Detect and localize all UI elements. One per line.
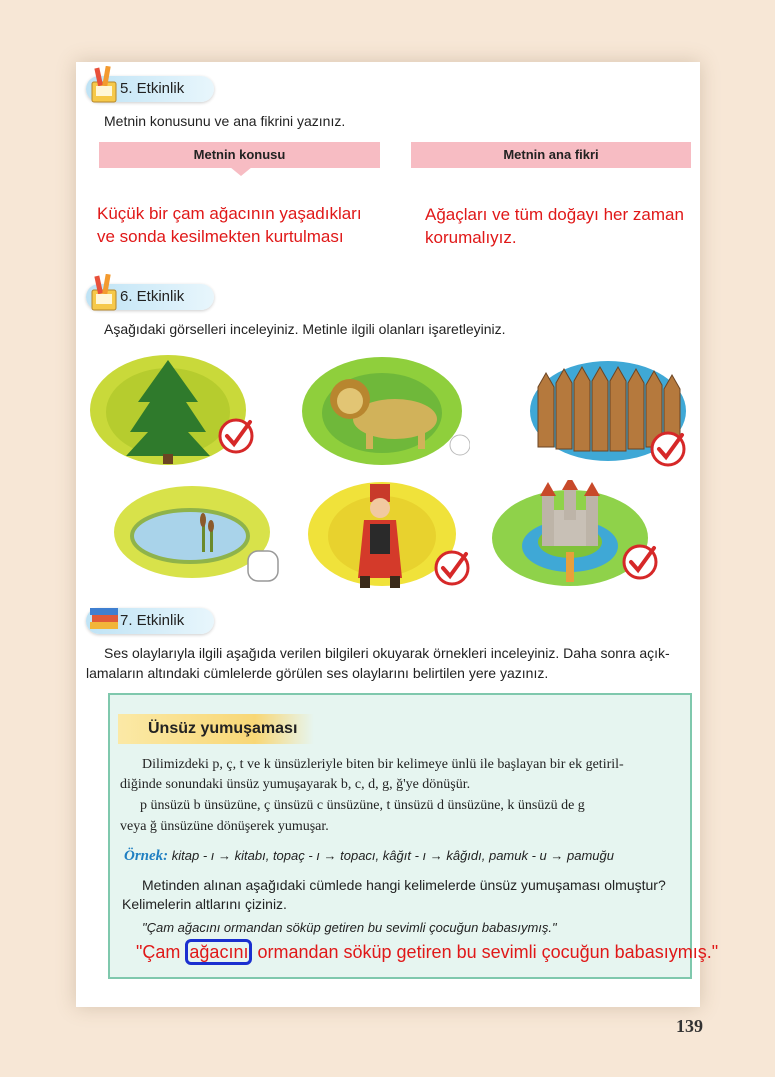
lion-image[interactable] — [300, 355, 470, 467]
topic-answer — [97, 202, 362, 248]
activity6-instruction: Aşağıdaki görselleri inceleyiniz. Metinle ilgili olanları işaretleyiniz. — [104, 321, 506, 337]
page-number: 139 — [676, 1016, 703, 1036]
activity7-title: 7. Etkinlik — [120, 612, 185, 629]
main-idea-answer-line1: Ağaçları ve tüm doğayı her zaman — [425, 205, 684, 224]
books-icon — [88, 598, 122, 634]
checkmark-icon — [624, 546, 656, 578]
question-line1: Metinden alınan aşağıdaki cümlede hangi kelimelerde ünsüz yumuşaması olmuştur? — [142, 877, 666, 893]
answer-before: "Çam — [136, 942, 186, 962]
checkmark-icon — [436, 552, 468, 584]
activity5-instruction: Metnin konusunu ve ana fikrini yazınız. — [104, 113, 346, 129]
castle-image[interactable] — [490, 480, 665, 590]
example-label: Örnek: — [124, 848, 169, 864]
activity6-title: 6. Etkinlik — [120, 288, 185, 305]
empty-checkbox[interactable] — [248, 551, 278, 581]
main-idea-answer-line2: korumalıyız. — [425, 228, 517, 247]
rule-line4: veya ğ ünsüzüne dönüşerek yumuşar. — [120, 819, 329, 834]
rule-box-title: Ünsüz yumuşaması — [118, 714, 314, 744]
pencil-cup-icon — [88, 66, 122, 104]
topic-answer-line1: Küçük bir çam ağacının yaşadıkları — [97, 204, 362, 223]
warrior-image[interactable] — [304, 478, 476, 592]
pine-tree-image[interactable] — [88, 352, 258, 470]
activity5-title: 5. Etkinlik — [120, 80, 185, 97]
rule-line3: p ünsüzü b ünsüzüne, ç ünsüzü c ünsüzüne, t ünsüzü d ünsüzüne, k ünsüzü de g — [140, 798, 585, 813]
activity7-instruction-line1: Ses olaylarıyla ilgili aşağıda verilen bilgileri okuyarak örnekleri inceleyiniz. Daha sonra açık- — [104, 645, 670, 661]
activity7-instruction-line2: lamaların altındaki cümlelerde görülen ses olaylarını belirtilen yere yazınız. — [86, 665, 549, 681]
header-pointer — [230, 167, 252, 177]
rule-line2: diğinde sonundaki ünsüz yumuşayarak b, c, d, g, ğ'ye dönüşür. — [120, 777, 471, 792]
rule-line1: Dilimizdeki p, ç, t ve k ünsüzleriyle biten bir kelimeye ünlü ile başlayan bir ek getiril- — [142, 757, 624, 772]
palisade-image[interactable] — [530, 357, 690, 469]
main-idea-answer — [425, 203, 684, 249]
checkmark-icon — [220, 420, 252, 452]
activity6-banner — [86, 284, 214, 310]
question-line2: Kelimelerin altlarını çiziniz. — [122, 896, 287, 912]
pond-image[interactable] — [112, 482, 284, 582]
topic-header: Metnin konusu — [99, 142, 380, 168]
highlighted-word: ağacını — [185, 939, 252, 965]
checkmark-icon — [652, 433, 684, 465]
example-sentence: "Çam ağacını ormandan söküp getiren bu sevimli çocuğun babasıymış." — [142, 920, 557, 935]
topic-answer-line2: ve sonda kesilmekten kurtulması — [97, 227, 344, 246]
answer-after: ormandan söküp getiren bu sevimli çocuğun babasıymış." — [252, 942, 719, 962]
pencil-cup-icon — [88, 274, 122, 312]
answer-sentence — [136, 942, 718, 963]
example-text: kitap - ı → kitabı, topaç - ı → topacı, kâğıt - ı → kâğıdı, pamuk - u → pamuğu — [171, 848, 614, 863]
activity5-banner — [86, 76, 214, 102]
empty-checkbox[interactable] — [450, 435, 470, 455]
activity7-banner — [86, 608, 214, 634]
example-row — [124, 848, 614, 865]
main-idea-header: Metnin ana fikri — [411, 142, 691, 168]
